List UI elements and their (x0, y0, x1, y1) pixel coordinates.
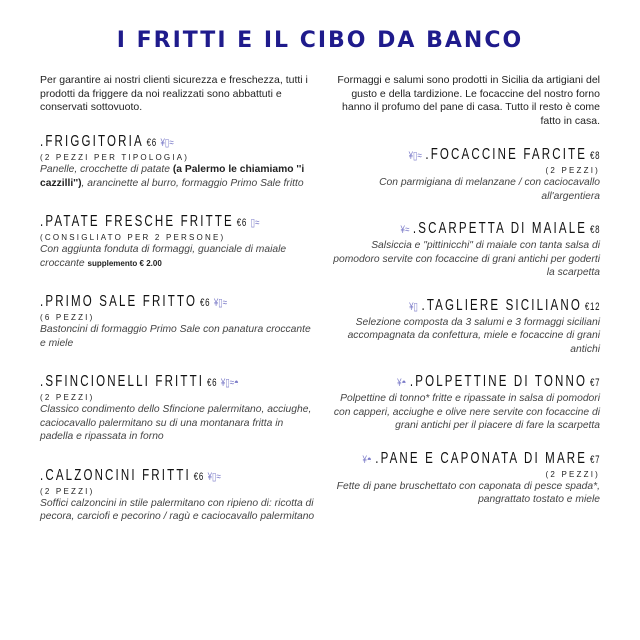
item-portion: (2 PEZZI PER TIPOLOGIA) (40, 153, 190, 162)
item-portion: (2 PEZZI) (40, 393, 95, 402)
allergen-icons: ▯≈ (250, 217, 260, 229)
item-name: .PRIMO SALE FRITTO (40, 293, 198, 310)
item-name: .SCARPETTA DI MAIALE (412, 220, 587, 237)
menu-item-sfincionelli (40, 372, 315, 444)
item-name: .TAGLIERE SICILIANO (421, 296, 582, 314)
item-name: .PANE E CAPONATA DI MARE (374, 449, 587, 467)
menu-item-tagliere (325, 296, 600, 357)
item-description: Con aggiunta fonduta di formaggi, guanciale di maiale croccante supplemento € 2.00 (40, 244, 287, 269)
menu-item-pane-caponata (325, 449, 600, 507)
item-price: €8 (589, 224, 600, 236)
item-name: .POLPETTINE DI TONNO (409, 373, 587, 390)
menu-item-calzoncini (40, 466, 315, 524)
item-portion: (2 PEZZI) (40, 486, 95, 496)
menu-item-polpettine (325, 372, 600, 433)
item-name: .FRIGGITORIA (40, 133, 144, 150)
page-title: I FRITTI E IL CIBO DA BANCO (116, 28, 524, 53)
allergen-icons: ¥▯≈ (213, 297, 227, 309)
item-portion: (CONSIGLIATO PER 2 PERSONE) (40, 233, 226, 242)
allergen-icons: ¥▯≈ (207, 470, 221, 483)
item-description: Polpettine di tonno* fritte e ripassate in salsa di pomodori con capperi, acciughe e olive nere servite con focaccine di grani antichi per il piacere di fare la scarpetta (333, 393, 600, 431)
item-portion: (2 PEZZI) (545, 469, 600, 479)
intro-right: Formaggi e salumi sono prodotti in Sicilia da artigiani del gusto e della tardizione. Le focaccine del nostro forno hanno il profumo del pane di casa. Tutto il resto è come fatto in casa. (337, 74, 600, 127)
item-description: Bastoncini di formaggio Primo Sale con panatura croccante e miele (40, 324, 311, 349)
menu-item-primo-sale (40, 292, 315, 350)
intro-left: Per garantire ai nostri clienti sicurezza e freschezza, tutti i prodotti da friggere da noi realizzati sono abbattuti e conservati sottovuoto. (40, 74, 308, 113)
item-name: .FOCACCINE FARCITE (425, 146, 587, 163)
item-price: €6 (146, 137, 157, 149)
item-price: €6 (193, 470, 205, 483)
item-description: Classico condimento dello Sfincione palermitano, acciughe, caciocavallo palermitano su di una montanara fritta in padella e ripassata in forno (40, 404, 312, 442)
item-price: €12 (584, 300, 600, 313)
item-price: €6 (199, 297, 211, 309)
item-portion: (2 PEZZI) (545, 166, 600, 175)
item-name: .SFINCIONELLI FRITTI (40, 373, 205, 390)
item-description: Soffici calzoncini in stile palermitano con ripieno di: ricotta di pecora, carciofi e pecorino / ragù e caciocavallo palermitano (40, 497, 315, 522)
item-name: .CALZONCINI FRITTI (40, 466, 191, 484)
item-description: Fette di pane bruschettato con caponata di pesce spada*, pangrattato tostato e miele (336, 480, 600, 505)
item-price: €7 (589, 453, 600, 466)
allergen-icons: ¥≈ (400, 224, 410, 236)
item-name: .PATATE FRESCHE FRITTE (40, 213, 234, 230)
item-price: €7 (589, 377, 600, 389)
item-price: €6 (236, 217, 248, 229)
allergen-icons: ¥▯≈ (160, 137, 174, 149)
item-description: Selezione composta da 3 salumi e 3 formaggi siciliani accompagnata da confettura, miele e focaccine di grani antichi (347, 316, 600, 355)
allergen-icons: ¥▯≈ (408, 150, 422, 162)
menu-item-focaccine (325, 145, 600, 203)
allergen-icons: ¥▯≈◓ (220, 377, 239, 389)
allergen-icons: ¥▯ (408, 300, 418, 313)
right-column (325, 145, 600, 507)
item-description: Panelle, crocchette di patate (a Palermo le chiamiamo ''i cazzilli''), arancinette al burro, formaggio Primo Sale fritto (40, 164, 305, 189)
allergen-icons: ¥◓ (396, 377, 407, 389)
left-column (40, 132, 315, 524)
allergen-icons: ¥◓ (362, 453, 372, 466)
item-price: €8 (589, 150, 600, 162)
item-portion: (6 PEZZI) (40, 313, 95, 322)
menu-item-patate (40, 212, 315, 270)
item-description: Con parmigiana di melanzane / con caciocavallo all'argentiera (379, 177, 600, 202)
item-price: €6 (207, 377, 218, 389)
menu-item-scarpetta (325, 219, 600, 280)
item-description: Salsiccia e "pittinicchi" di maiale con tanta salsa di pomodoro servite con focaccine di grani antichi per goderti la scarpetta (333, 240, 600, 278)
menu-item-friggitoria (40, 132, 315, 190)
